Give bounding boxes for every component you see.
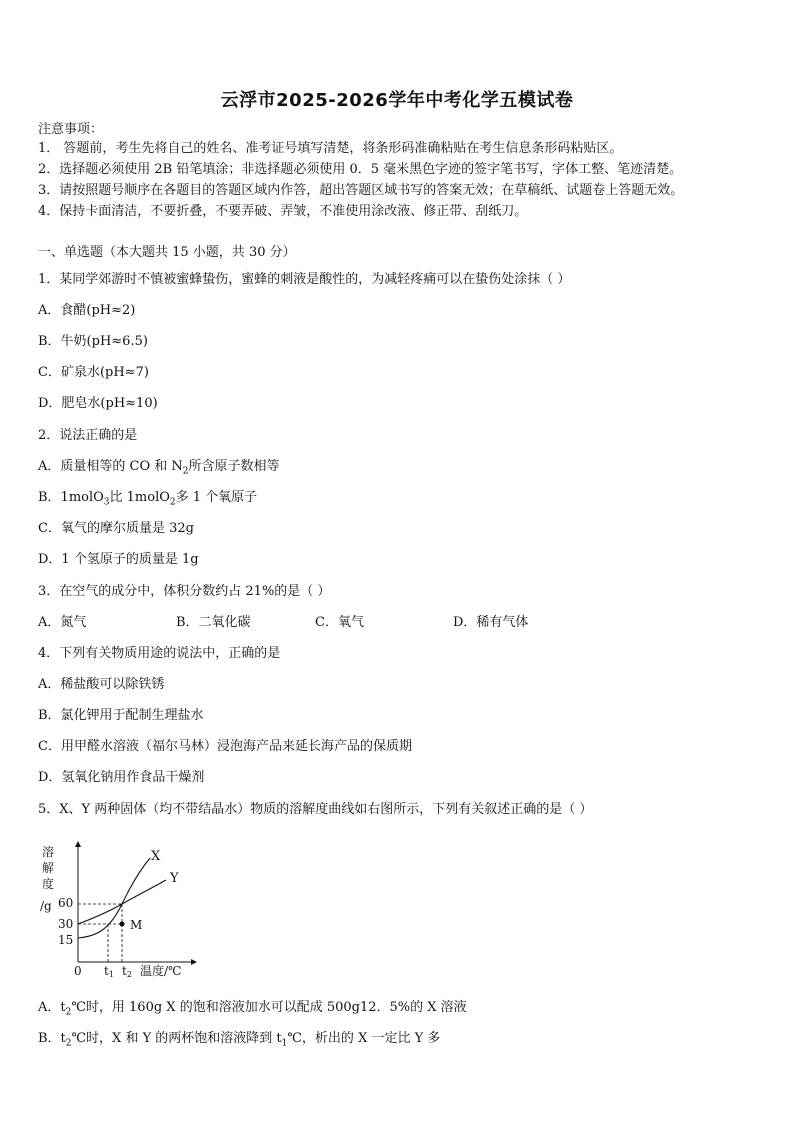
section-heading: 一、单选题（本大题共 15 小题，共 30 分） bbox=[38, 245, 296, 260]
x-tick-label-t2: t2 bbox=[122, 964, 132, 979]
question-5-option-b: B．$t_2℃$时，X 和 Y 的两杯饱和溶液降到 $t_1℃$，析出的 X 一定比 Y 多 bbox=[38, 1031, 441, 1049]
y-tick-label: 15 bbox=[58, 933, 74, 947]
notice-item: 4．保持卡面清洁，不要折叠，不要弄破、弄皱，不准使用涂改液、修正带、刮纸刀。 bbox=[38, 204, 528, 219]
y-tick-label: 30 bbox=[58, 917, 74, 931]
point-m-dot bbox=[120, 922, 125, 927]
y-tick-label: 60 bbox=[58, 896, 74, 910]
question-4-option-c: C．用甲醛水溶液（福尔马林）浸泡海产品来延长海产品的保质期 bbox=[38, 739, 412, 754]
curve-x-label: X bbox=[151, 849, 161, 864]
question-1-option-d: D．肥皂水(pH≈10) bbox=[38, 396, 158, 411]
curve-y bbox=[78, 880, 166, 924]
question-2-option-b: B．1molO$_3$比 1molO$_2$多 1 个氧原子 bbox=[38, 490, 258, 508]
question-4-option-d: D．氢氧化钠用作食品干燥剂 bbox=[38, 770, 205, 785]
notice-item: 2．选择题必须使用 2B 铅笔填涂；非选择题必须使用 0．5 毫米黑色字迹的签字笔书写，字体工整、笔迹清楚。 bbox=[38, 162, 683, 177]
y-axis-label: /g bbox=[40, 899, 52, 913]
question-4-option-b: B．氯化钾用于配制生理盐水 bbox=[38, 708, 204, 723]
y-axis-label: 解 bbox=[42, 861, 55, 875]
curve-y-label: Y bbox=[170, 871, 179, 886]
x-axis-label: 温度/℃ bbox=[140, 964, 182, 978]
notice-heading: 注意事项： bbox=[38, 122, 104, 137]
point-m-label: M bbox=[130, 918, 143, 932]
question-1-option-a: A．食醋(pH≈2) bbox=[38, 303, 136, 318]
notice-item: 3．请按照题号顺序在各题目的答题区域内作答，超出答题区域书写的答案无效；在草稿纸、试题卷上答题无效。 bbox=[38, 183, 684, 198]
question-2-option-d: D．1 个氢原子的质量是 1g bbox=[38, 552, 199, 567]
page-title: 云浮市2025-2026学年中考化学五模试卷 bbox=[220, 90, 574, 111]
question-3-option-b: B．二氧化碳 bbox=[176, 615, 251, 630]
question-3-option-a: A．氮气 bbox=[38, 615, 87, 630]
question-2-stem: 2．说法正确的是 bbox=[38, 428, 138, 443]
question-5-option-a: A．$t_2℃$时，用 160g X 的饱和溶液加水可以配成 500g12．5%的 X 溶液 bbox=[38, 1000, 467, 1018]
question-3-option-d: D．稀有气体 bbox=[453, 615, 529, 630]
question-3-option-c: C．氧气 bbox=[315, 615, 364, 630]
y-axis-label: 度 bbox=[42, 877, 55, 891]
question-1-option-c: C．矿泉水(pH≈7) bbox=[38, 365, 149, 380]
origin-label: 0 bbox=[74, 964, 82, 978]
x-tick-label-t1: t1 bbox=[104, 964, 114, 979]
question-1-option-b: B．牛奶(pH≈6.5) bbox=[38, 334, 148, 349]
question-2-option-a: A．质量相等的 CO 和 $N_2$所含原子数相等 bbox=[38, 459, 280, 477]
notice-item: 1． 答题前，考生先将自己的姓名、准考证号填写清楚，将条形码准确粘贴在考生信息条形码粘贴区。 bbox=[38, 141, 623, 156]
y-axis-label: 溶 bbox=[42, 845, 55, 859]
question-1-stem: 1．某同学郊游时不慎被蜜蜂蛰伤，蜜蜂的刺液是酸性的，为减轻疼痛可以在蛰伤处涂抹（ ） bbox=[38, 272, 571, 287]
solubility-curve-figure bbox=[36, 838, 206, 983]
question-5-stem: 5．X、Y 两种固体（均不带结晶水）物质的溶解度曲线如右图所示，下列有关叙述正确的是（ ） bbox=[38, 802, 593, 817]
question-4-option-a: A．稀盐酸可以除铁锈 bbox=[38, 677, 165, 692]
question-4-stem: 4．下列有关物质用途的说法中，正确的是 bbox=[38, 646, 281, 661]
question-3-stem: 3．在空气的成分中，体积分数约占 21%的是（ ） bbox=[38, 584, 331, 599]
question-2-option-c: C．氧气的摩尔质量是 32g bbox=[38, 521, 194, 536]
